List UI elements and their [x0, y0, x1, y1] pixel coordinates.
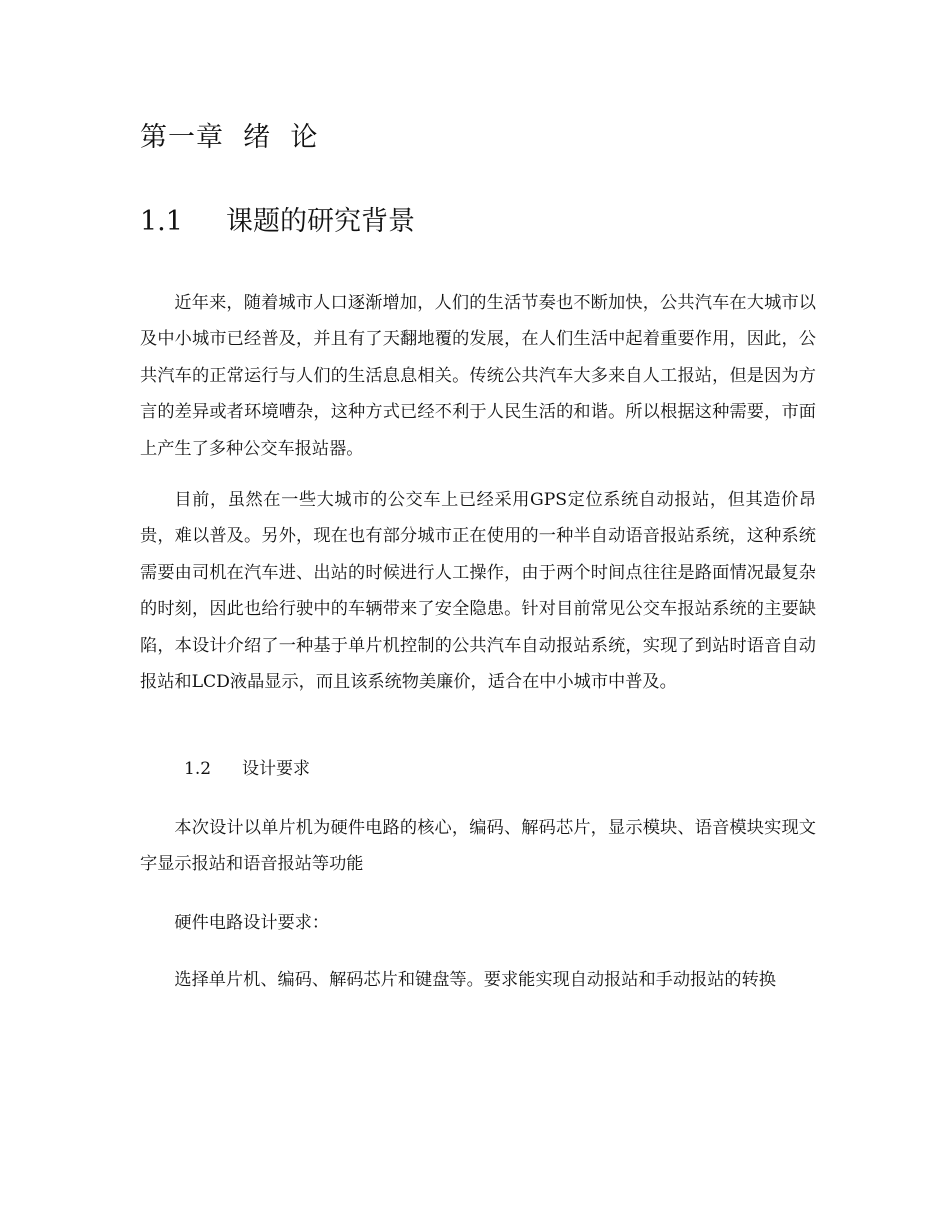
section-title: 课题的研究背景 — [226, 206, 415, 237]
paragraph-hardware-requirements: 选择单片机、编码、解码芯片和键盘等。要求能实现自动报站和手动报站的转换 — [174, 970, 776, 990]
paragraph-design-overview: 本次设计以单片机为硬件电路的核心，编码、解码芯片，显示模块、语音模块实现文字显示报站和语音报站等功能 — [140, 818, 816, 875]
section-heading — [140, 202, 415, 242]
chapter-title: 第一章 绪 论 — [140, 122, 319, 153]
paragraph-background-2: 目前，虽然在一些大城市的公交车上已经采用GPS定位系统自动报站，但其造价昂贵，难以普及。另外，现在也有部分城市正在使用的一种半自动语音报站系统，这种系统需要由司机在汽车进、出站的时候进行人工操作，由于两个时间点往往是路面情况最复杂的时刻，因此也给行驶中的车辆带来了安全隐患。针对目前常见公交车报站系统的主要缺陷，本设计介绍了一种基于单片机控制的公共汽车自动报站系统，实现了到站时语音自动报站和LCD液晶显示，而且该系统物美廉价，适合在中小城市中普及。 — [140, 490, 816, 693]
paragraph-background-1: 近年来，随着城市人口逐渐增加，人们的生活节奏也不断加快，公共汽车在大城市以及中小城市已经普及，并且有了天翻地覆的发展，在人们生活中起着重要作用，因此，公共汽车的正常运行与人们的生活息息相关。传统公共汽车大多来自人工报站，但是因为方言的差异或者环境嘈杂，这种方式已经不利于人民生活的和谐。所以根据这种需要，市面上产生了多种公交车报站器。 — [140, 293, 816, 459]
subsection-title: 设计要求 — [242, 759, 310, 779]
subsection-number: 1.2 — [184, 759, 212, 779]
section-number: 1.1 — [140, 206, 183, 237]
paragraph-hardware-requirements-label: 硬件电路设计要求： — [174, 913, 330, 933]
subsection-heading — [184, 756, 310, 782]
